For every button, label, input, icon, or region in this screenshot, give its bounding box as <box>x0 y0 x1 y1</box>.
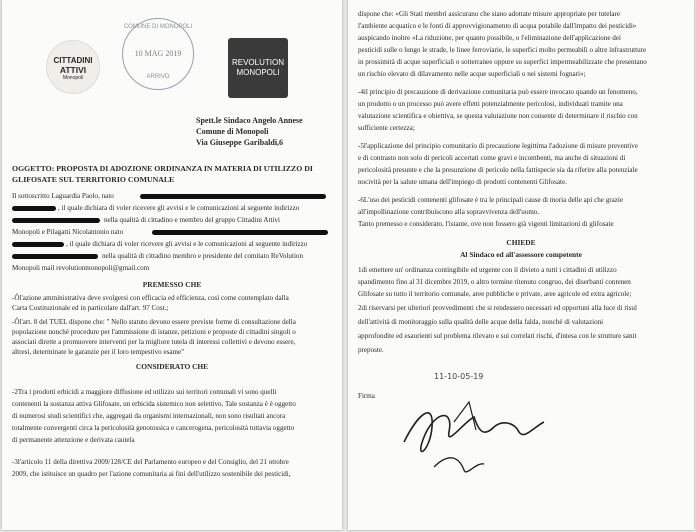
request-line: approfondite ed esaurienti sul problema rilevato e sui correlati rischi, d'intesa con le strutture sanit <box>358 332 637 340</box>
redaction-bar <box>152 230 328 235</box>
body-line: un rischio elevato di dilavamento nelle acque superficiali o nei sistemi fognari»; <box>358 70 586 78</box>
body-line: -5l'applicazione del principio comunitario di precauzione legittima l'adozione di misure preventive <box>358 142 638 150</box>
body-line: pericolosità presunte e che la presunzione di pericolo nella fattispecie sia da riferire alla potenziale <box>358 166 638 174</box>
body-line: un prodotto o un processo può avere effetti potenzialmente pericolosi, individuati tramite una <box>358 100 623 108</box>
address-line: Comune di Monopoli <box>196 127 269 136</box>
request-line: spandimento fino al 31 dicembre 2019, o altro termine ritenuto congruo, dei diserbanti contenen <box>358 278 631 286</box>
body-line: valutazione scientifica e obiettiva, se questa valutazione non consente di determinare il rischio con <box>358 112 638 120</box>
cittadini-attivi-logo: CITTADINI ATTIVI Monopoli <box>46 40 100 94</box>
redaction-bar <box>12 254 98 259</box>
request-line: dell'attività di monitoraggio sulla qualità delle acque della falda, nonché di valutazioni <box>358 318 604 326</box>
body-line: -Ôl'azione amministrativa deve svolgersi con efficacia ed efficienza, così come contemplato dalla <box>12 294 289 302</box>
body-line: -2Tra i prodotti erbicidi a maggiore diffusione ed utilizzo sui territori comunali vi sono quelli <box>12 388 277 396</box>
body-line: -Ôl'art. 8 del TUEL dispone che: " Nello statuto devono essere previste forme di consultazione della <box>12 318 296 326</box>
body-line: sufficiente certezza; <box>358 124 415 132</box>
intro-line: nella qualità di cittadino membro e presidente del comitato ReVolution <box>102 252 304 260</box>
body-line: Carta Costituzionale ed in particolare dall'art. 97 Cost.; <box>12 304 169 312</box>
request-line: 1di emettere un' ordinanza contingibile ed urgente con il divieto a tutti i cittadini di utilizzo <box>358 266 617 274</box>
chiede-heading: CHIEDE <box>506 238 536 247</box>
subject-line: OGGETTO: PROPOSTA DI ADOZIONE ORDINANZA IN MATERIA DI UTILIZZO DI <box>12 164 313 173</box>
municipal-stamp: COMUNE DI MONOPOLI 10 MAG 2019 ARRIVO <box>122 18 194 90</box>
redaction-bar <box>12 218 100 223</box>
body-line: nocività per la salute umana dell'impiego di prodotti contenenti Glifosate. <box>358 178 567 186</box>
handwritten-signature <box>394 382 554 482</box>
request-line: Glifosate su tutto il territorio comunale, aree pubbliche e private, aree agricole ed extra agricole; <box>358 290 632 298</box>
body-line: in prossimità di acque superficiali o sotterranee oppure su superfici impermeabilizzate che presentano <box>358 58 647 66</box>
body-line: contenenti la sostanza attiva Glifosate, un erbicida sistemico non selettivo. Tale sostanza è è oggetto <box>12 400 296 408</box>
intro-line: Il sottoscritto Laguardia Paolo, nato <box>12 192 114 200</box>
chiede-subheading: Al Sindaco ed all'assessore competente <box>460 250 582 259</box>
revolution-monopoli-logo: REVOLUTION MONOPOLI <box>228 38 288 98</box>
request-line: preposte. <box>358 346 384 354</box>
redaction-bar <box>12 242 64 247</box>
intro-line: nella qualità di cittadino e membro del gruppo Cittadini Attivi <box>104 216 280 224</box>
body-line: Tanto premesso e considerato, l'istante, ove non fossero già vigenti limitazioni di glifosate <box>358 220 614 228</box>
body-line: popolazione nonché procedure per l'ammissione di istanze, petizioni e proposte di cittadini singoli o <box>12 328 296 336</box>
body-line: all'impollinazione contribuiscono alla sopravvivenza dell'uomo. <box>358 208 540 216</box>
body-line: associati dirette a promuovere interventi per la migliore tutela di interessi collettivi e devono essere, <box>12 338 296 346</box>
intro-line: , il quale dichiara di voler ricevere gli avvisi e le comunicazioni al seguente indirizzo <box>58 204 300 212</box>
firma-label: Firma <box>358 392 375 400</box>
intro-line: Monopoli e Pilagatti Nicolantonio nato <box>12 228 124 236</box>
body-line: l'ambiente acquatico e le fonti di approvvigionamento di acqua potabile dall'impatto dei pesticidi» <box>358 22 637 30</box>
body-line: auspicando inoltre «La riduzione, per quanto possibile, o l'eliminazione dell'applicazione dei <box>358 34 621 42</box>
body-line: di numerosi studi scientifici che, aggregati da organismi internazionali, non sono risultati ancora <box>12 412 286 420</box>
letter-page-left <box>2 0 342 530</box>
considerato-heading: CONSIDERATO CHE <box>135 362 209 371</box>
handwritten-date: 11-10-05-19 <box>434 372 484 381</box>
premesso-heading: PREMESSO CHE <box>142 280 202 289</box>
subject-line: GLIFOSATE SUL TERRITORIO COMUNALE <box>12 175 175 184</box>
address-line: Via Giuseppe Garibaldi,6 <box>196 138 284 147</box>
intro-line: Monopoli mail revolutionmonopoli@gmail.com <box>12 264 150 272</box>
body-line: di permanente attenzione e derivata cautela <box>12 436 135 444</box>
body-line: e di contrasto non solo di pericoli accertati come gravi e incombenti, ma anche di situazioni di <box>358 154 626 162</box>
body-line: 2009, che istituisce un quadro per l'azione comunitaria ai fini dell'utilizzo sostenibile dei pesticidi, <box>12 470 291 478</box>
body-line: -3l'articolo 11 della direttiva 2009/128/CE del Parlamento europeo e del Consiglio, del 21 ottobre <box>12 458 289 466</box>
body-line: -4il principio di precauzione di derivazione comunitaria può essere invocato quando un fenomeno, <box>358 88 638 96</box>
body-line: pesticidi sulle o lungo le strade, le linee ferroviarie, le superfici molto permeabili o altre infrastrutture <box>358 46 647 54</box>
body-line: altresì, determinate le garanzie per il loro tempestivo esame" <box>12 348 185 356</box>
body-line: -6L'uso dei pesticidi contenenti glifosate è tra le principali cause di moria delle api che grazie <box>358 196 624 204</box>
address-line: Spett.le Sindaco Angelo Annese <box>196 116 303 125</box>
body-line: totalmente convergenti circa la pericolosità genotossica e cancerogena, pericolosità tuttavia oggetto <box>12 424 295 432</box>
request-line: 2di riservarsi per ulteriori provvedimenti che si rendessero necessari ed opportuni alla luce di risul <box>358 304 637 312</box>
redaction-bar <box>140 194 326 199</box>
intro-line: , il quale dichiara di voler ricevere gli avvisi e le comunicazioni al seguente indirizzo <box>66 240 308 248</box>
body-line: dispone che: «Gli Stati membri assicurano che siano adottate misure appropriate per tutelare <box>358 10 620 18</box>
redaction-bar <box>12 206 56 211</box>
